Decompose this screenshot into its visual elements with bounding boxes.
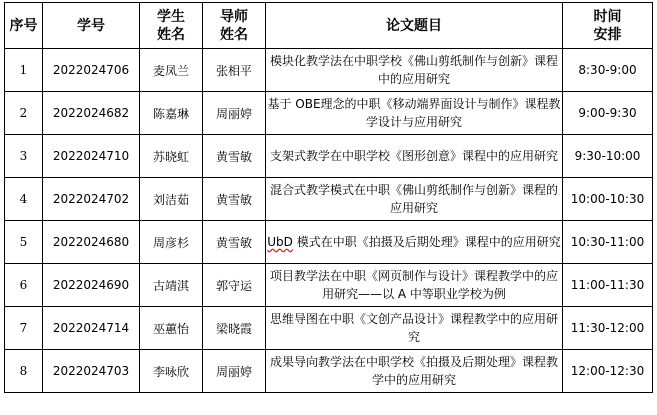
defense-schedule-table [4, 2, 653, 393]
advisor-name: 黄雪敏 [203, 178, 266, 221]
student-name: 麦凤兰 [140, 49, 203, 92]
time-slot: 11:00-11:30 [563, 264, 653, 307]
student-id: 2022024706 [43, 49, 140, 92]
student-id: 2022024710 [43, 135, 140, 178]
header-advisor: 导师 姓名 [203, 3, 266, 49]
time-slot: 8:30-9:00 [563, 49, 653, 92]
row-index: 1 [5, 49, 43, 92]
student-id: 2022024714 [43, 307, 140, 350]
student-name: 苏晓虹 [140, 135, 203, 178]
row-index: 6 [5, 264, 43, 307]
table-row [5, 350, 653, 393]
table-row [5, 221, 653, 264]
time-slot: 10:30-11:00 [563, 221, 653, 264]
thesis-title: 混合式教学模式在中职《佛山剪纸制作与创新》课程的应用研究 [266, 178, 563, 221]
advisor-name: 周丽婷 [203, 92, 266, 135]
table-row [5, 307, 653, 350]
advisor-name: 周丽婷 [203, 350, 266, 393]
thesis-title-prefix: UbD [267, 235, 293, 249]
table-row [5, 264, 653, 307]
advisor-name: 梁晓霞 [203, 307, 266, 350]
row-index: 5 [5, 221, 43, 264]
header-thesis-title: 论文题目 [266, 3, 563, 49]
time-slot: 9:00-9:30 [563, 92, 653, 135]
advisor-name: 张相平 [203, 49, 266, 92]
thesis-title: 支架式教学在中职学校《图形创意》课程中的应用研究 [266, 135, 563, 178]
header-row [5, 3, 653, 49]
student-name: 李咏欣 [140, 350, 203, 393]
table-row [5, 178, 653, 221]
thesis-title [266, 221, 563, 264]
student-id: 2022024690 [43, 264, 140, 307]
advisor-name: 郭守运 [203, 264, 266, 307]
table-row [5, 92, 653, 135]
student-id: 2022024703 [43, 350, 140, 393]
student-name: 陈嘉琳 [140, 92, 203, 135]
thesis-title: 项目教学法在中职《网页制作与设计》课程教学中的应用研究——以 A 中等职业学校为例 [266, 264, 563, 307]
thesis-title: 模块化教学法在中职学校《佛山剪纸制作与创新》课程中的应用研究 [266, 49, 563, 92]
header-student-id: 学号 [43, 3, 140, 49]
table-row [5, 49, 653, 92]
header-student-name: 学生 姓名 [140, 3, 203, 49]
header-time: 时间 安排 [563, 3, 653, 49]
time-slot: 10:00-10:30 [563, 178, 653, 221]
header-index: 序号 [5, 3, 43, 49]
thesis-title: 思维导图在中职《文创产品设计》课程教学中的应用研究 [266, 307, 563, 350]
row-index: 7 [5, 307, 43, 350]
student-id: 2022024680 [43, 221, 140, 264]
row-index: 3 [5, 135, 43, 178]
student-id: 2022024702 [43, 178, 140, 221]
time-slot: 11:30-12:00 [563, 307, 653, 350]
row-index: 8 [5, 350, 43, 393]
student-name: 周彦杉 [140, 221, 203, 264]
time-slot: 9:30-10:00 [563, 135, 653, 178]
row-index: 4 [5, 178, 43, 221]
time-slot: 12:00-12:30 [563, 350, 653, 393]
row-index: 2 [5, 92, 43, 135]
student-name: 刘洁茹 [140, 178, 203, 221]
thesis-title: 基于 OBE理念的中职《移动端界面设计与制作》课程教学设计与应用研究 [266, 92, 563, 135]
student-id: 2022024682 [43, 92, 140, 135]
advisor-name: 黄雪敏 [203, 221, 266, 264]
advisor-name: 黄雪敏 [203, 135, 266, 178]
thesis-title-rest: 模式在中职《拍摄及后期处理》课程中的应用研究 [292, 235, 561, 249]
table-row [5, 135, 653, 178]
student-name: 古靖淇 [140, 264, 203, 307]
thesis-title: 成果导向教学法在中职学校《拍摄及后期处理》课程教学中的应用研究 [266, 350, 563, 393]
student-name: 巫蕙怡 [140, 307, 203, 350]
